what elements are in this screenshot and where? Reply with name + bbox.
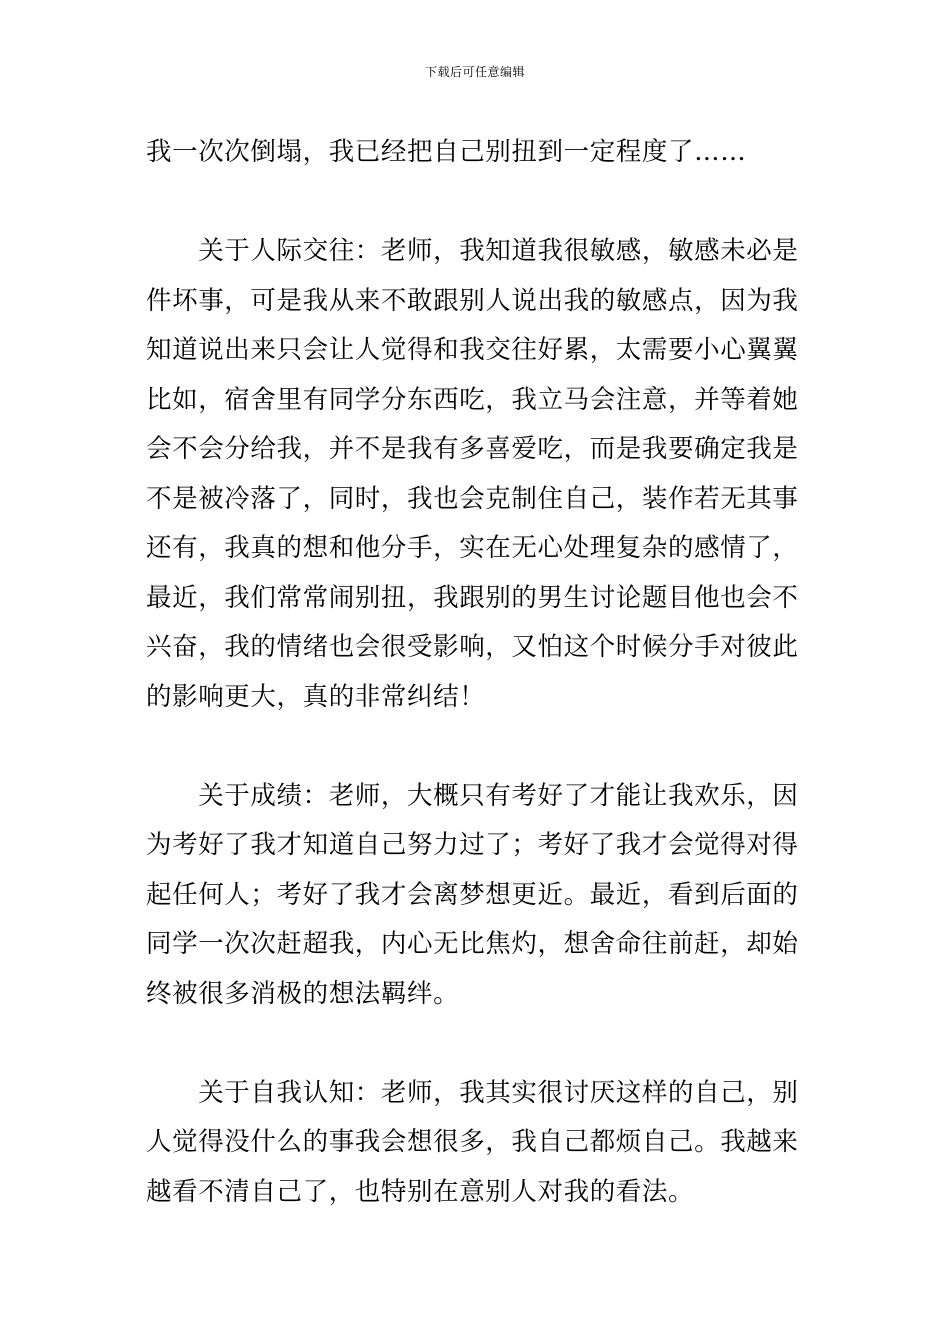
text-line: 比如，宿舍里有同学分东西吃，我立马会注意，并等着她 <box>146 384 799 415</box>
paragraph-grades <box>146 772 808 1020</box>
paragraph-self-awareness <box>146 1069 808 1218</box>
text-line: 会不会分给我，并不是我有多喜爱吃，而是我要确定我是 <box>146 434 799 464</box>
text-line: 为考好了我才知道自己努力过了；考好了我才会觉得对得 <box>146 830 799 860</box>
text-line: 关于自我认知：老师，我其实很讨厌这样的自己，别 <box>146 1077 799 1108</box>
document-body <box>146 128 808 1217</box>
text-line: 起任何人；考好了我才会离梦想更近。最近，看到后面的 <box>146 879 799 910</box>
text-line: 不是被冷落了，同时，我也会克制住自己，装作若无其事 <box>146 483 799 514</box>
text-line: 最近，我们常常闹别扭，我跟别的男生讨论题目他也会不 <box>146 582 799 613</box>
text-line: 同学一次次赶超我，内心无比焦灼，想舍命往前赶，却始 <box>146 929 799 959</box>
text-line: 还有，我真的想和他分手，实在无心处理复杂的感情了， <box>146 533 799 563</box>
text-line: 的影响更大，真的非常纠结！ <box>146 681 486 712</box>
text-line: 关于成绩：老师，大概只有考好了才能让我欢乐，因 <box>146 780 799 811</box>
paragraph-collapse <box>146 128 808 178</box>
paragraph-gap <box>146 722 808 772</box>
text-line: 人觉得没什么的事我会想很多，我自己都烦自己。我越来 <box>146 1127 799 1157</box>
page-header: 下载后可任意编辑 <box>424 65 525 79</box>
text-line: 我一次次倒塌，我已经把自己别扭到一定程度了…… <box>146 137 747 167</box>
text-line: 件坏事，可是我从来不敢跟别人说出我的敏感点，因为我 <box>146 285 799 316</box>
text-line: 越看不清自己了，也特别在意别人对我的看法。 <box>146 1176 695 1207</box>
paragraph-gap <box>146 178 808 228</box>
text-line: 兴奋，我的情绪也会很受影响，又怕这个时候分手对彼此 <box>146 632 799 662</box>
paragraph-gap <box>146 1019 808 1069</box>
paragraph-interpersonal <box>146 227 808 722</box>
text-line: 关于人际交往：老师，我知道我很敏感，敏感未必是 <box>146 236 799 266</box>
text-line: 终被很多消极的想法羁绊。 <box>146 978 460 1009</box>
text-line: 知道说出来只会让人觉得和我交往好累，太需要小心翼翼 <box>146 335 799 365</box>
